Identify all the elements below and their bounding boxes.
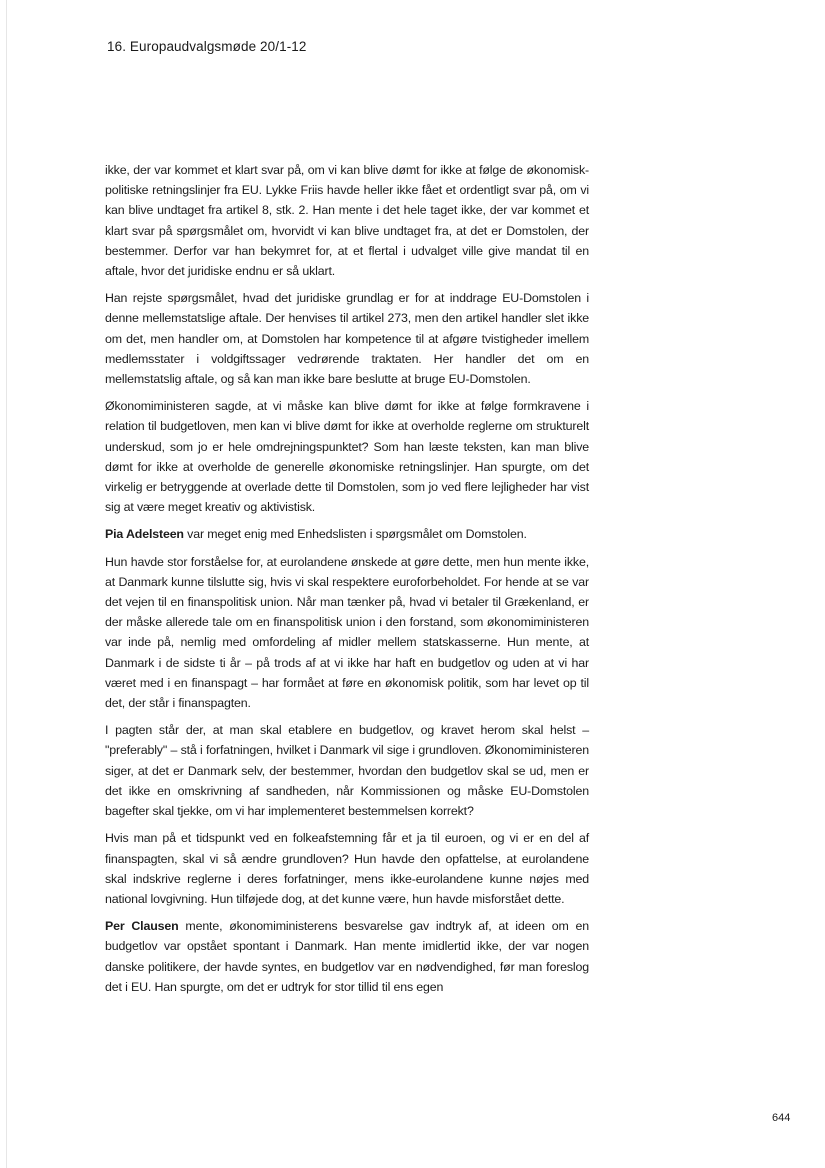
paragraph-text: Hun havde stor forståelse for, at eurolandene ønskede at gøre dette, men hun mente ikke, at Danmark kunne tilslutte sig, hvis vi skal respektere euroforbeholdet. For hende at se var det vejen til en finanspolitisk union. Når man tænker på, hvad vi betaler til Grækenland, er der måske allerede tale om en finanspolitisk union i den forstand, som økonomiministeren var inde på, nemlig med omfordeling af midler mellem statskasserne. Hun mente, at Danmark i de sidste ti år – på trods af at vi ikke har haft en budgetlov og uden at vi har været med i en finanspagt – har formået at føre en økonomisk politik, som har levet op til det, der står i finanspagten. [105, 554, 589, 711]
paragraph-3 [105, 396, 589, 517]
page-number: 644 [772, 1112, 791, 1124]
paragraph-text: var meget enig med Enhedslisten i spørgsmålet om Domstolen. [183, 527, 527, 542]
paragraph-7 [105, 828, 589, 909]
paragraph-2 [105, 288, 589, 389]
paragraph-text: Hvis man på et tidspunkt ved en folkeafstemning får et ja til euroen, og vi er en del af finanspagten, skal vi så ændre grundloven? Hun havde den opfattelse, at eurolandene skal indskrive reglerne i deres forfatninger, mens ikke-eurolandene kunne nøjes med national lovgivning. Hun tilføjede dog, at det kunne være, hun havde misforstået dette. [105, 831, 589, 906]
paragraph-6 [105, 720, 589, 821]
paragraph-text: Økonomiministeren sagde, at vi måske kan blive dømt for ikke at følge formkravene i relation til budgetloven, men kan vi blive dømt for ikke at overholde reglerne om strukturelt underskud, som jo er hele omdrejningspunktet? Som han læste teksten, kan man blive dømt for ikke at overholde de generelle økonomiske retningslinjer. Han spurgte, om det virkelig er betryggende at overlade dette til Domstolen, som jo ved flere lejligheder har vist sig at være meget kreativ og aktivistisk. [105, 399, 589, 515]
paragraph-1 [105, 160, 589, 281]
page-header: 16. Europaudvalgsmøde 20/1-12 [107, 39, 307, 54]
page-edge-line [6, 0, 7, 1168]
speaker-name: Per Clausen [105, 919, 179, 934]
paragraph-text: I pagten står der, at man skal etablere en budgetlov, og kravet herom skal helst – "preferably" – stå i forfatningen, hvilket i Danmark vil sige i grundloven. Økonomiministeren siger, at det er Danmark selv, der bestemmer, hvordan den budgetlov skal se ud, men er det ikke en omskrivning af sandheden, når Kommissionen og måske EU-Domstolen bagefter skal tjekke, om vi har implementeret bestemmelsen korrekt? [105, 723, 589, 819]
paragraph-5 [105, 552, 589, 714]
speaker-name: Pia Adelsteen [105, 527, 184, 542]
paragraph-text: ikke, der var kommet et klart svar på, om vi kan blive dømt for ikke at følge de økonomisk-politiske retningslinjer fra EU. Lykke Friis havde heller ikke fået et ordentligt svar på, om vi kan blive undtaget fra artikel 8, stk. 2. Han mente i det hele taget ikke, der var kommet et klart svar på spørgsmålet om, hvorvidt vi kan blive undtaget fra, at det er Domstolen, der bestemmer. Derfor var han bekymret for, at et flertal i udvalget ville give mandat til en aftale, hvor det juridiske endnu er så uklart. [105, 163, 589, 279]
paragraph-text: Han rejste spørgsmålet, hvad det juridiske grundlag er for at inddrage EU-Domstolen i denne mellemstatslige aftale. Der henvises til artikel 273, men den artikel handler slet ikke om det, men handler om, at Domstolen har kompetence til at afgøre tvistigheder imellem medlemsstater i voldgiftssager vedrørende traktaten. Her handler det om en mellemstatslig aftale, og så kan man ikke bare beslutte at bruge EU-Domstolen. [105, 291, 589, 387]
paragraph-text: mente, økonomiministerens besvarelse gav indtryk af, at ideen om en budgetlov var opstået spontant i Danmark. Han mente imidlertid ikke, der var nogen danske politikere, der havde syntes, en budgetlov var en nødvendighed, før man foreslog det i EU. Han spurgte, om det er udtryk for stor tillid til ens egen [105, 919, 589, 994]
document-body [105, 160, 589, 1004]
paragraph-4 [105, 524, 589, 544]
paragraph-8 [105, 916, 589, 997]
